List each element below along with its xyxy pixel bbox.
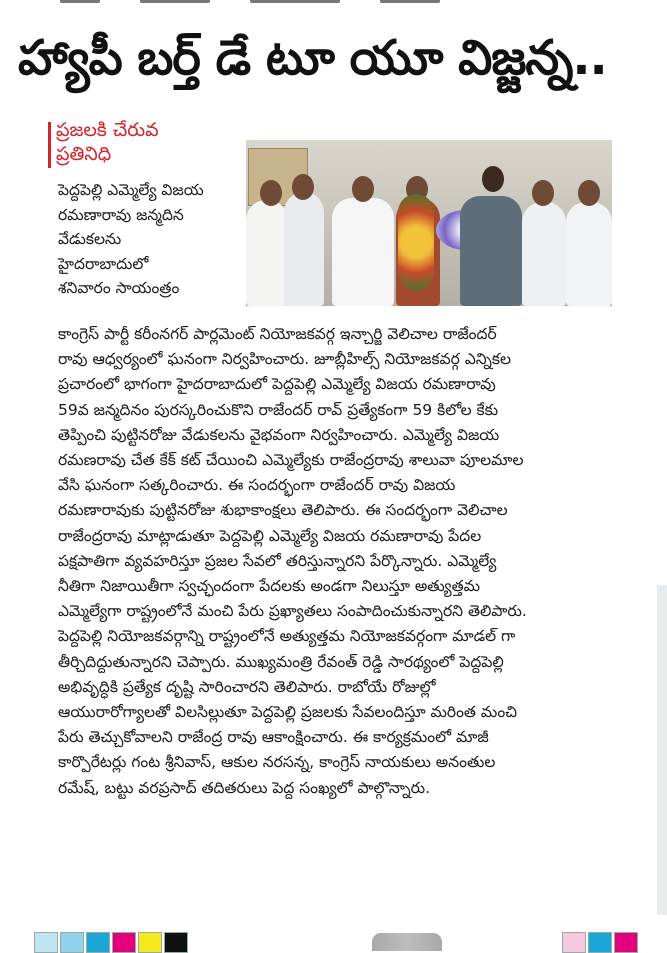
intro-line: వేడుకలను: [58, 230, 122, 248]
print-color-swatch: [60, 932, 84, 953]
print-color-swatch: [562, 932, 586, 953]
byline-line-1: ప్రజలకి చేరువ: [56, 119, 159, 141]
article-line: తెప్పించి పుట్టినరోజు వేడుకలను వైభవంగా నిర్వహించారు. ఎమ్మెల్యే విజయ: [58, 425, 500, 444]
intro-paragraph: [58, 178, 230, 301]
article-line: అభివృద్ధికి ప్రత్యేక దృష్టి సారించారని తెలిపారు. రాబోయే రోజుల్లో: [58, 677, 436, 696]
article-line: రమేష్, బట్టు వరప్రసాద్ తదితరులు పెద్ద సంఖ్యలో పాల్గొన్నారు.: [58, 778, 431, 797]
article-line: రావు ఆధ్వర్యంలో ఘనంగా నిర్వహించారు. జూబ్లీహిల్స్ నియోజకవర్గ ఎన్నికల: [58, 350, 511, 369]
article-line: కార్పొరేటర్లు గంట శ్రీనివాస్, ఆకుల నరసన్న, కాంగ్రెస్ నాయకులు అనంతుల: [58, 753, 496, 772]
article-line: రమణరావు చేత కేక్ కట్ చేయించి ఎమ్మెల్యేకు రాజేంద్రరావు శాలువా పూలమాల: [58, 451, 524, 470]
article-body: [58, 322, 620, 801]
print-color-swatch: [138, 932, 162, 953]
article-line: తీర్చిదిద్దుతున్నారని చెప్పారు. ముఖ్యమంత్రి రేవంత్ రెడ్డి సారథ్యంలో పెద్దపెల్లి: [58, 652, 504, 671]
intro-line: హైదరాబాదులో: [58, 254, 149, 273]
print-color-swatch: [588, 932, 612, 953]
news-photo: [246, 140, 612, 306]
article-line: వేసి ఘనంగా సత్కరించారు. ఈ సందర్భంగా రాజేందర్ రావు విజయ: [58, 476, 456, 495]
print-color-swatch: [34, 932, 58, 953]
print-color-swatch: [614, 932, 638, 953]
article-line: కాంగ్రెస్ పార్టీ కరీంనగర్ పార్లమెంట్ నియోజకవర్గ ఇన్చార్జి వెలిచాల రాజేందర్: [58, 325, 497, 343]
print-color-swatch: [86, 932, 110, 953]
print-color-swatch: [112, 932, 136, 953]
adjacent-page-edge: [657, 585, 667, 915]
intro-line: పెద్దపెల్లి ఎమ్మెల్యే విజయ: [58, 181, 204, 199]
article-line: పెద్దపెల్లి నియోజకవర్గాన్ని రాష్ట్రంలోనే అత్యుత్తమ నియోజకవర్గంగా మాడల్ గా: [58, 627, 516, 646]
clipped-previous-text: [0, 0, 667, 8]
article-line: నీతిగా నిజాయితీగా స్వచ్ఛందంగా పేదలకు అండగా నిలుస్తూ అత్యుత్తమ: [58, 577, 481, 596]
registration-mark: [372, 933, 442, 951]
intro-line: శనివారం సాయంత్రం: [58, 279, 180, 297]
article-line: పేరు తెచ్చుకోవాలని రాజేంద్ర రావు ఆకాంక్షించారు. ఈ కార్యక్రమంలో మాజీ: [58, 728, 489, 747]
intro-line: రమణారావు జన్మదిన: [58, 205, 184, 224]
print-color-swatch: [164, 932, 188, 953]
article-line: ఎమ్మెల్యేగా రాష్ట్రంలోనే మంచి పేరు ప్రఖ్యాతలు సంపాదించుకున్నారని తెలిపారు.: [58, 602, 527, 621]
article-line: ఆయురారోగ్యాలతో విలసిల్లుతూ పెద్దపెల్లి ప్రజలకు సేవలందిస్తూ మరింత మంచి: [58, 703, 518, 722]
article-line: రమణారావుకు పుట్టినరోజు శుభాకాంక్షలు తెలిపారు. ఈ సందర్భంగా వెలిచాల: [58, 501, 508, 520]
article-line: ప్రచారంలో భాగంగా హైదరాబాదులో పెద్దపెల్లి ఎమ్మెల్యే విజయ రమణారావు: [58, 375, 496, 394]
article-line: పక్షపాతిగా వ్యవహరిస్తూ ప్రజల సేవలో తరిస్తున్నారని పేర్కొన్నారు. ఎమ్మెల్యే: [58, 551, 497, 570]
byline-rule: [48, 122, 51, 168]
byline-line-2: ప్రతినిధి: [56, 143, 112, 165]
article-line: 59వ జన్మదినం పురస్కరించుకొని రాజేందర్ రావ్ ప్రత్యేకంగా 59 కిలోల కేకు: [58, 400, 499, 419]
headline: హ్యాపీ బర్త్ డే టూ యూ విజ్జన్న..: [18, 30, 607, 86]
article-line: రాజేంద్రరావు మాట్లాడుతూ పెద్దపెల్లి ఎమ్మెల్యే విజయ రమణారావు పేదల: [58, 526, 482, 545]
byline: [56, 118, 159, 166]
